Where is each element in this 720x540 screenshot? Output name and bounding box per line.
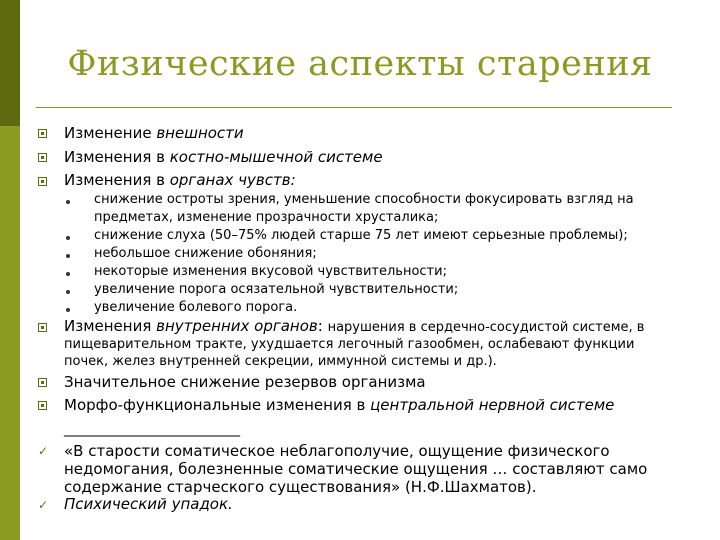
item-emphasis: костно-мышечной системе xyxy=(169,148,383,166)
list-item-cns xyxy=(64,397,614,414)
item-emphasis: внутренних органов xyxy=(156,317,318,335)
checkmark-icon: ✓ xyxy=(38,444,49,458)
item-suffix: : xyxy=(290,171,296,189)
item-emphasis: внешности xyxy=(156,124,244,142)
item-colon: : xyxy=(317,317,328,335)
quote-line-2: недомогания, болезненные соматические ощущения … составляют само xyxy=(64,460,648,478)
square-bullet-icon xyxy=(38,177,47,186)
left-accent-bar xyxy=(0,0,20,540)
item-text: Изменения в xyxy=(64,148,170,166)
item-detail: нарушения в сердечно-сосудистой системе, в xyxy=(327,320,645,335)
list-item-appearance xyxy=(64,125,244,142)
quote-line-1: «В старости соматическое неблагополучие, ощущение физического xyxy=(64,442,610,460)
sub-bullet-dot xyxy=(66,308,70,312)
item-text: Изменение xyxy=(64,124,157,142)
square-bullet-icon xyxy=(38,153,47,162)
sub-bullet-dot xyxy=(66,272,70,276)
underscore-separator: ___________________________ xyxy=(64,421,240,437)
square-bullet-icon xyxy=(38,401,47,410)
sub-item-taste: некоторые изменения вкусовой чувствительности; xyxy=(94,264,447,279)
sub-item-smell: небольшое снижение обоняния; xyxy=(94,246,317,261)
list-item-senses xyxy=(64,172,296,189)
title-divider xyxy=(36,107,672,108)
item-text: Морфо-функциональные изменения в xyxy=(64,396,371,414)
item-emphasis: центральной нервной системе xyxy=(370,396,615,414)
sub-bullet-dot xyxy=(66,254,70,258)
item-emphasis: Психический упадок. xyxy=(64,495,233,513)
sub-item-pain: увеличение болевого порога. xyxy=(94,300,298,315)
square-bullet-icon xyxy=(38,129,47,138)
sub-item-hearing: снижение слуха (50–75% людей старше 75 лет имеют серьезные проблемы); xyxy=(94,228,628,243)
list-item-reserves: Значительное снижение резервов организма xyxy=(64,373,426,391)
sub-bullet-dot xyxy=(66,200,70,204)
sub-item-vision: снижение остроты зрения, уменьшение способности фокусировать взгляд на xyxy=(94,192,634,207)
quote-line-3: содержание старческого существования» (Н.Ф.Шахматов). xyxy=(64,478,537,496)
list-item-musculoskeletal xyxy=(64,149,383,166)
page-title: Физические аспекты старения xyxy=(67,44,653,84)
square-bullet-icon xyxy=(38,378,47,387)
item-text: Изменения xyxy=(64,317,157,335)
left-accent-bar-top xyxy=(0,0,20,126)
checkmark-icon: ✓ xyxy=(38,498,49,512)
list-item-internal-organs xyxy=(64,318,644,336)
square-bullet-icon xyxy=(38,323,47,332)
sub-item-touch: увеличение порога осязательной чувствительности; xyxy=(94,282,459,297)
item-text: Изменения в xyxy=(64,171,170,189)
sub-bullet-dot xyxy=(66,290,70,294)
item-emphasis: органах чувств xyxy=(169,171,291,189)
sub-bullet-dot xyxy=(66,236,70,240)
internal-organs-cont-1: пищеварительном тракте, ухудшается легочный газообмен, ослабевают функции xyxy=(64,337,635,352)
sub-item-vision-cont: предметах, изменение прозрачности хрусталика; xyxy=(94,210,439,225)
list-item-mental-decline xyxy=(64,496,233,513)
internal-organs-cont-2: почек, желез внутренней секреции, иммунной системы и др.). xyxy=(64,354,497,369)
